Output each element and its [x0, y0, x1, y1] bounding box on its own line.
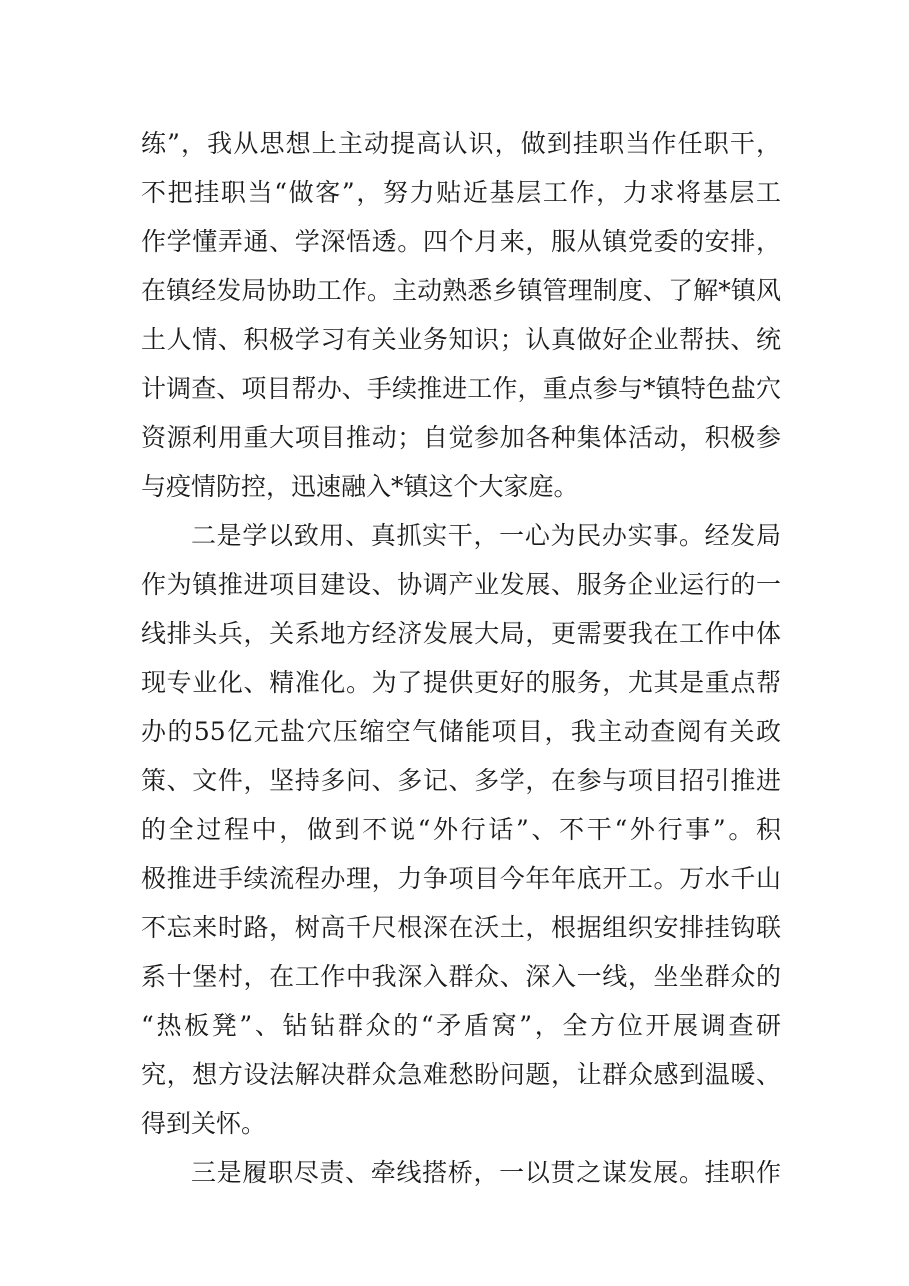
text-line: 究，想方设法解决群众急难愁盼问题，让群众感到温暖、 [141, 1060, 781, 1089]
text-line: 线排头兵，关系地方经济发展大局，更需要我在工作中体 [141, 619, 781, 648]
text-line: 现专业化、精准化。为了提供更好的服务，尤其是重点帮 [141, 668, 781, 697]
paragraph-start-line: 三是履职尽责、牵线搭桥，一以贯之谋发展。挂职作 [191, 1158, 781, 1187]
text-line: 作为镇推进项目建设、协调产业发展、服务企业运行的一 [141, 570, 781, 599]
text-line: 在镇经发局协助工作。主动熟悉乡镇管理制度、了解*镇风 [141, 276, 781, 305]
text-line: 计调查、项目帮办、手续推进工作，重点参与*镇特色盐穴 [141, 374, 781, 403]
text-line: 极推进手续流程办理，力争项目今年年底开工。万水千山 [141, 864, 781, 893]
text-line: 作学懂弄通、学深悟透。四个月来，服从镇党委的安排， [141, 227, 781, 256]
text-line: 资源利用重大项目推动；自觉参加各种集体活动，积极参 [141, 423, 781, 452]
text-line: 不忘来时路，树高千尺根深在沃土，根据组织安排挂钩联 [141, 913, 781, 942]
text-line: 土人情、积极学习有关业务知识；认真做好企业帮扶、统 [141, 325, 781, 354]
text-line: 练”，我从思想上主动提高认识，做到挂职当作任职干， [141, 129, 781, 158]
text-line: 与疫情防控，迅速融入*镇这个大家庭。 [141, 472, 579, 501]
text-line: 系十堡村，在工作中我深入群众、深入一线，坐坐群众的 [141, 962, 781, 991]
text-line: “热板凳”、钻钻群众的“矛盾窝”，全方位开展调查研 [141, 1011, 781, 1040]
text-line: 办的55亿元盐穴压缩空气储能项目，我主动查阅有关政 [141, 717, 781, 746]
paragraph-start-line: 二是学以致用、真抓实干，一心为民办实事。经发局 [191, 521, 781, 550]
text-line: 的全过程中，做到不说“外行话”、不干“外行事”。积 [141, 815, 781, 844]
text-line: 得到关怀。 [141, 1109, 267, 1138]
text-line: 不把挂职当“做客”，努力贴近基层工作，力求将基层工 [141, 178, 781, 207]
text-line: 策、文件，坚持多问、多记、多学，在参与项目招引推进 [141, 766, 781, 795]
